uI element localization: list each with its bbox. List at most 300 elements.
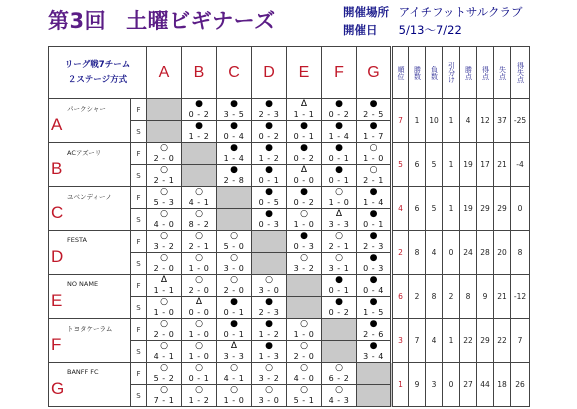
result-mark: ● — [335, 121, 343, 131]
result-mark: Δ — [160, 275, 168, 285]
match-result — [322, 231, 357, 253]
result-mark: ● — [230, 99, 238, 109]
result-mark: ○ — [335, 363, 343, 373]
stat-1: 2 — [409, 275, 426, 319]
match-score: 5 - 3 — [153, 198, 175, 207]
match-score: 3 - 1 — [328, 264, 350, 273]
match-score: 1 - 0 — [188, 330, 210, 339]
venue-line — [343, 4, 523, 20]
result-mark: ○ — [160, 187, 168, 197]
match-result — [357, 319, 392, 341]
match-result — [147, 341, 182, 363]
result-mark: ○ — [230, 385, 238, 395]
stat-5: 9 — [477, 275, 494, 319]
stat-0: 1 — [392, 363, 409, 407]
blocked-cell — [357, 363, 392, 385]
team-cell — [49, 187, 131, 231]
match-result — [287, 121, 322, 143]
team-name: NO NAME — [67, 280, 99, 288]
stage-label: S — [131, 253, 147, 275]
match-score: 2 - 0 — [153, 330, 175, 339]
match-score: 2 - 1 — [188, 242, 210, 251]
stat-7: 8 — [511, 231, 530, 275]
result-mark: Δ — [300, 99, 308, 109]
match-result — [217, 275, 252, 297]
match-score: 0 - 1 — [328, 176, 350, 185]
match-result — [147, 319, 182, 341]
match-score: 1 - 0 — [293, 220, 315, 229]
team-name: トヨタケーラム — [67, 325, 113, 333]
result-mark: ○ — [160, 385, 168, 395]
result-mark: ● — [265, 121, 273, 131]
match-score: 0 - 4 — [223, 132, 245, 141]
result-mark: ● — [369, 231, 378, 241]
result-mark: ○ — [160, 143, 168, 153]
result-mark: ● — [335, 165, 343, 175]
league-format — [49, 47, 147, 99]
result-mark: ○ — [160, 341, 168, 351]
stat-2: 4 — [426, 319, 443, 363]
team-letter: E — [51, 291, 63, 310]
match-result — [217, 319, 252, 341]
match-result — [147, 187, 182, 209]
venue-value: アイチフットサルクラブ — [398, 5, 523, 19]
match-result — [357, 275, 392, 297]
result-mark: ● — [300, 187, 308, 197]
match-score: 1 - 0 — [153, 308, 175, 317]
blocked-cell — [322, 319, 357, 341]
stat-2: 3 — [426, 363, 443, 407]
stat-header-label: 順位 — [397, 65, 405, 80]
match-result — [287, 209, 322, 231]
match-score: 0 - 2 — [188, 110, 210, 119]
match-score: 1 - 0 — [293, 330, 315, 339]
team-cell — [49, 275, 131, 319]
match-score: 5 - 1 — [293, 396, 315, 405]
result-mark: Δ — [230, 341, 238, 351]
result-mark: ○ — [160, 253, 168, 263]
result-mark: ● — [230, 165, 238, 175]
match-result — [322, 121, 357, 143]
result-mark: ○ — [195, 231, 203, 241]
match-result — [357, 253, 392, 275]
match-score: 1 - 0 — [328, 198, 350, 207]
result-mark: ○ — [195, 385, 203, 395]
match-score: 4 - 1 — [153, 352, 175, 361]
stat-2: 8 — [426, 275, 443, 319]
match-score: 0 - 2 — [293, 198, 315, 207]
match-score: 1 - 3 — [258, 352, 280, 361]
match-score: 1 - 4 — [363, 198, 384, 207]
match-score: 3 - 0 — [258, 396, 280, 405]
result-mark: ○ — [335, 385, 343, 395]
blocked-cell — [147, 121, 182, 143]
match-score: 4 - 0 — [293, 374, 315, 383]
stat-header — [460, 47, 477, 99]
stage-label: F — [131, 187, 147, 209]
match-result — [147, 231, 182, 253]
stat-4: 19 — [460, 187, 477, 231]
match-score: 0 - 2 — [328, 110, 350, 119]
result-mark: ● — [195, 121, 203, 131]
team-cell — [49, 363, 131, 407]
match-score: 2 - 5 — [363, 110, 384, 119]
match-result — [147, 275, 182, 297]
stat-2: 10 — [426, 99, 443, 143]
stat-7: 7 — [511, 319, 530, 363]
match-result — [357, 165, 392, 187]
match-result — [357, 341, 392, 363]
match-score: 1 - 4 — [223, 154, 245, 163]
team-cell — [49, 231, 131, 275]
match-score: 4 - 1 — [188, 198, 210, 207]
result-mark: ● — [369, 275, 378, 285]
stat-0: 6 — [392, 275, 409, 319]
match-result — [322, 385, 357, 407]
stat-header — [494, 47, 511, 99]
stat-3: 0 — [443, 363, 460, 407]
result-mark: ● — [265, 187, 273, 197]
stat-2: 4 — [426, 231, 443, 275]
match-result — [252, 121, 287, 143]
match-result — [252, 319, 287, 341]
match-result — [182, 385, 217, 407]
result-mark: ● — [230, 297, 238, 307]
stat-7: -25 — [511, 99, 530, 143]
match-score: 4 - 1 — [223, 374, 245, 383]
match-score: 2 - 0 — [153, 154, 175, 163]
stat-6: 21 — [494, 143, 511, 187]
stat-4: 4 — [460, 99, 477, 143]
col-header-F: F — [322, 47, 357, 99]
match-result — [357, 231, 392, 253]
result-mark: Δ — [195, 297, 203, 307]
match-result — [182, 363, 217, 385]
result-mark: ○ — [230, 253, 238, 263]
match-score: 2 - 8 — [223, 176, 245, 185]
match-result — [252, 297, 287, 319]
result-mark: ● — [369, 209, 378, 219]
match-score: 2 - 3 — [363, 242, 384, 251]
stat-header — [392, 47, 409, 99]
title-number: 第3回 — [48, 9, 107, 33]
match-score: 1 - 7 — [363, 132, 384, 141]
match-score: 1 - 2 — [258, 154, 280, 163]
match-result — [287, 143, 322, 165]
stat-header — [426, 47, 443, 99]
stat-0: 7 — [392, 99, 409, 143]
match-result — [147, 253, 182, 275]
result-mark: ○ — [300, 341, 308, 351]
match-result — [217, 385, 252, 407]
match-score: 2 - 1 — [363, 176, 384, 185]
stat-header — [443, 47, 460, 99]
stat-7: -4 — [511, 143, 530, 187]
team-name: ユベンディーノ — [67, 193, 112, 201]
col-header-E: E — [287, 47, 322, 99]
match-score: 3 - 3 — [223, 352, 245, 361]
blocked-cell — [322, 341, 357, 363]
match-score: 3 - 2 — [293, 264, 315, 273]
stage-label: S — [131, 209, 147, 231]
match-result — [182, 99, 217, 121]
match-result — [287, 187, 322, 209]
match-result — [217, 231, 252, 253]
stat-0: 5 — [392, 143, 409, 187]
stat-3: 1 — [443, 143, 460, 187]
match-score: 5 - 0 — [223, 242, 245, 251]
result-mark: ● — [230, 319, 238, 329]
match-score: 0 - 3 — [363, 264, 384, 273]
stat-3: 0 — [443, 231, 460, 275]
match-result — [182, 231, 217, 253]
stat-5: 12 — [477, 99, 494, 143]
match-score: 1 - 4 — [328, 132, 350, 141]
result-mark: ● — [369, 341, 378, 351]
match-score: 0 - 2 — [258, 132, 280, 141]
title-name: 土曜ビギナーズ — [126, 9, 276, 33]
stat-3: 2 — [443, 275, 460, 319]
col-header-B: B — [182, 47, 217, 99]
match-result — [322, 187, 357, 209]
match-result — [182, 253, 217, 275]
result-mark: ● — [265, 165, 273, 175]
result-mark: ○ — [369, 165, 378, 175]
stat-6: 20 — [494, 231, 511, 275]
result-mark: ○ — [160, 319, 168, 329]
match-score: 4 - 3 — [328, 396, 350, 405]
match-result — [217, 341, 252, 363]
stat-header-label: 得点 — [481, 65, 490, 80]
result-mark: ○ — [265, 275, 273, 285]
match-result — [322, 363, 357, 385]
date-line — [343, 22, 462, 38]
stage-label: S — [131, 385, 147, 407]
stat-7: -12 — [511, 275, 530, 319]
stage-label: S — [131, 341, 147, 363]
match-result — [357, 99, 392, 121]
result-mark: ● — [335, 275, 343, 285]
stat-6: 18 — [494, 363, 511, 407]
stat-4: 24 — [460, 231, 477, 275]
page-title — [48, 5, 276, 35]
match-score: 0 - 1 — [188, 374, 210, 383]
match-result — [252, 209, 287, 231]
stat-5: 17 — [477, 143, 494, 187]
match-score: 3 - 4 — [363, 352, 384, 361]
result-mark: ○ — [300, 209, 308, 219]
stage-label: S — [131, 165, 147, 187]
result-mark: ● — [335, 99, 343, 109]
result-mark: ○ — [195, 209, 203, 219]
match-score: 5 - 2 — [153, 374, 175, 383]
match-result — [252, 363, 287, 385]
result-mark: ○ — [230, 275, 238, 285]
match-score: 7 - 1 — [153, 396, 175, 405]
stat-3: 1 — [443, 319, 460, 363]
blocked-cell — [217, 209, 252, 231]
result-mark: ● — [300, 231, 308, 241]
result-mark: ● — [265, 319, 273, 329]
blocked-cell — [287, 275, 322, 297]
stat-7: 0 — [511, 187, 530, 231]
match-result — [252, 385, 287, 407]
league-line-1: リーグ戦7チーム — [64, 59, 131, 70]
stage-label: F — [131, 319, 147, 341]
col-header-C: C — [217, 47, 252, 99]
date-value: 5/13～7/22 — [398, 23, 462, 37]
match-score: 0 - 1 — [293, 132, 315, 141]
stage-label: F — [131, 363, 147, 385]
stat-5: 44 — [477, 363, 494, 407]
stat-3: 1 — [443, 187, 460, 231]
match-result — [147, 143, 182, 165]
result-mark: ○ — [160, 231, 168, 241]
team-cell — [49, 143, 131, 187]
stat-7: 26 — [511, 363, 530, 407]
stat-2: 5 — [426, 187, 443, 231]
match-score: 2 - 3 — [258, 308, 280, 317]
team-row-C-F — [49, 187, 530, 209]
result-mark: ● — [265, 143, 273, 153]
match-result — [322, 275, 357, 297]
match-score: 0 - 4 — [363, 286, 384, 295]
result-mark: ○ — [300, 363, 308, 373]
col-header-G: G — [357, 47, 392, 99]
match-result — [287, 231, 322, 253]
match-result — [182, 275, 217, 297]
match-result — [182, 297, 217, 319]
team-name: BANFF FC — [67, 368, 99, 376]
match-result — [322, 165, 357, 187]
team-letter: C — [51, 203, 64, 222]
match-score: 0 - 5 — [258, 198, 280, 207]
stage-label: S — [131, 297, 147, 319]
result-mark: ● — [300, 143, 308, 153]
stat-header-label: 失点 — [498, 65, 507, 80]
match-score: 2 - 1 — [328, 242, 350, 251]
match-result — [182, 187, 217, 209]
match-score: 1 - 1 — [293, 110, 315, 119]
col-header-D: D — [252, 47, 287, 99]
result-mark: ● — [230, 143, 238, 153]
team-row-D-F — [49, 231, 530, 253]
match-result — [322, 209, 357, 231]
match-score: 1 - 5 — [363, 308, 384, 317]
match-score: 2 - 0 — [293, 352, 315, 361]
match-result — [252, 341, 287, 363]
stat-4: 22 — [460, 319, 477, 363]
match-result — [322, 99, 357, 121]
result-mark: ○ — [230, 363, 238, 373]
result-mark: ● — [230, 121, 238, 131]
result-mark: ○ — [300, 319, 308, 329]
league-line-2: ２ステージ方式 — [67, 74, 128, 85]
result-mark: ○ — [160, 209, 168, 219]
stat-1: 6 — [409, 187, 426, 231]
result-mark: ○ — [335, 187, 343, 197]
match-score: 0 - 0 — [293, 176, 315, 185]
match-result — [182, 209, 217, 231]
match-score: 1 - 0 — [223, 396, 245, 405]
team-name: FESTA — [67, 236, 87, 244]
result-mark: ○ — [160, 165, 168, 175]
result-mark: ○ — [195, 363, 203, 373]
team-letter: A — [51, 115, 63, 134]
result-mark: ○ — [195, 187, 203, 197]
stat-6: 37 — [494, 99, 511, 143]
match-result — [217, 297, 252, 319]
stat-header-label: 勝点 — [464, 65, 473, 80]
match-score: 3 - 0 — [258, 286, 280, 295]
match-result — [287, 253, 322, 275]
stage-label: S — [131, 121, 147, 143]
match-score: 0 - 2 — [328, 308, 350, 317]
col-header-A: A — [147, 47, 182, 99]
stat-header — [477, 47, 494, 99]
stage-label: F — [131, 231, 147, 253]
match-result — [357, 209, 392, 231]
team-row-G-F — [49, 363, 530, 385]
result-mark: ● — [335, 297, 343, 307]
match-score: 2 - 6 — [363, 330, 384, 339]
stage-label: F — [131, 143, 147, 165]
stat-4: 19 — [460, 143, 477, 187]
match-result — [252, 143, 287, 165]
stat-header-label: 負数 — [430, 65, 439, 80]
stat-5: 28 — [477, 231, 494, 275]
blocked-cell — [182, 143, 217, 165]
match-result — [287, 165, 322, 187]
match-result — [287, 341, 322, 363]
result-mark: ● — [369, 187, 378, 197]
match-score: 1 - 2 — [188, 132, 210, 141]
match-result — [252, 165, 287, 187]
match-score: 1 - 2 — [258, 330, 280, 339]
stat-1: 1 — [409, 99, 426, 143]
match-score: 1 - 0 — [363, 154, 384, 163]
stat-4: 27 — [460, 363, 477, 407]
match-result — [357, 297, 392, 319]
result-mark: ● — [265, 209, 273, 219]
result-mark: ○ — [160, 297, 168, 307]
match-score: 1 - 1 — [153, 286, 175, 295]
stat-1: 6 — [409, 143, 426, 187]
result-mark: ● — [265, 341, 273, 351]
stat-1: 8 — [409, 231, 426, 275]
result-mark: ○ — [369, 143, 378, 153]
match-result — [182, 341, 217, 363]
match-result — [357, 187, 392, 209]
match-result — [357, 121, 392, 143]
stat-2: 5 — [426, 143, 443, 187]
result-mark: ● — [195, 99, 203, 109]
result-mark: ○ — [230, 231, 238, 241]
blocked-cell — [252, 253, 287, 275]
match-result — [147, 165, 182, 187]
blocked-cell — [357, 385, 392, 407]
match-result — [147, 209, 182, 231]
team-letter: B — [51, 159, 63, 178]
match-result — [252, 99, 287, 121]
result-mark: ○ — [195, 319, 203, 329]
team-letter: G — [51, 379, 65, 398]
match-result — [322, 253, 357, 275]
team-row-F-F — [49, 319, 530, 341]
result-mark: ● — [369, 319, 378, 329]
stat-0: 2 — [392, 231, 409, 275]
match-score: 1 - 2 — [188, 396, 210, 405]
